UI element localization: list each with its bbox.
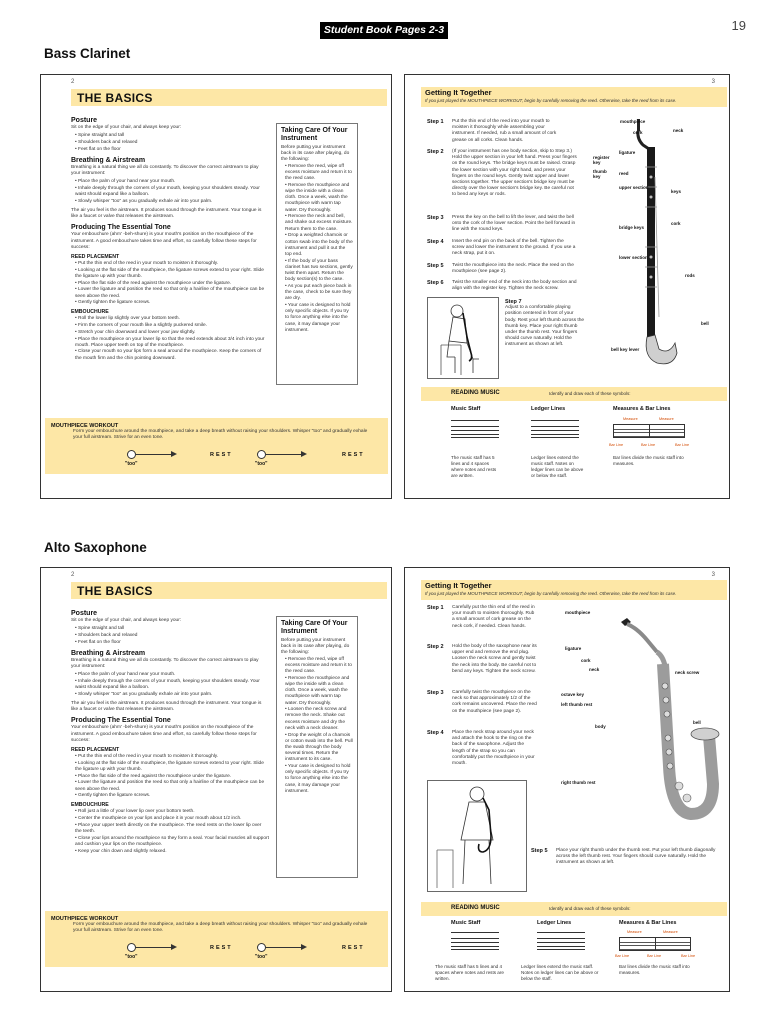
posture-intro: Sit on the edge of your chair, and always keep your:	[71, 618, 182, 623]
step-2	[427, 149, 577, 199]
reading-music-bar	[421, 902, 727, 916]
step-7	[505, 299, 585, 349]
part-label: neck screw	[675, 670, 700, 675]
mouthpiece-workout	[45, 911, 388, 967]
part-label: thumb key	[593, 169, 607, 179]
part-label: cork	[671, 221, 681, 226]
breath-arrow-2	[257, 450, 307, 460]
step-1	[427, 119, 557, 144]
alto-saxophone-illustration	[617, 616, 725, 836]
list-item: • Remove the mouthpiece and wipe the inside with a clean cloth. Once a week, wash the mouthpiece with warm tap water. Dry thoroughly.	[285, 182, 350, 213]
basics-title: THE BASICS	[77, 91, 153, 105]
posture-heading: Posture	[71, 610, 98, 617]
list-item: • Remove the neck and bell, and shake out excess moisture. Return them to the case.	[285, 214, 353, 232]
step-label: Step 2	[427, 644, 444, 650]
section-title-bass-clarinet: Bass Clarinet	[44, 46, 131, 61]
care-heading: Taking Care Of Your Instrument	[281, 620, 348, 635]
basics-page-alto-saxophone	[40, 567, 392, 992]
part-label: right thumb rest	[561, 780, 596, 785]
breathing-heading: Breathing & Airstream	[71, 156, 146, 164]
music-staff-example	[451, 932, 499, 950]
list-item: • Looking at the flat side of the mouthpiece, the ligature screws extend to your right. Slide the ligature up with your thumb.	[75, 760, 264, 772]
list-item: • Center the mouthpiece on your lips and place it in your mouth about 1/2 inch.	[75, 816, 242, 822]
breathing-intro: Breathing is a natural thing we all do constantly. To discover the correct airstream to play your instrument:	[71, 164, 259, 177]
care-list	[281, 164, 353, 334]
list-item: • Put the thin end of the reed in your mouth to moisten it thoroughly.	[75, 261, 219, 267]
list-item: • Gently tighten the ligature screws.	[75, 300, 151, 306]
bass-clarinet-illustration	[623, 117, 683, 377]
part-label: cork	[633, 130, 643, 135]
mouthpiece-workout	[45, 418, 388, 474]
seated-player-illustration	[427, 297, 499, 379]
ledger-lines-example	[531, 420, 579, 438]
part-label: cork	[581, 658, 591, 663]
list-item: • Drop a weighted chamois or cotton swab into the body of the instrument and pull it out the top end.	[285, 233, 353, 257]
list-item: • Slowly whisper "too" as you gradually exhale air into your palm.	[75, 691, 213, 697]
list-item: • Slowly whisper "too" as you gradually exhale air into your palm.	[75, 198, 213, 204]
step-label: Step 2	[427, 149, 444, 155]
basics-main-column	[71, 606, 269, 855]
list-item: • Shoulders back and relaxed	[75, 139, 138, 145]
list-item: • Drop the weight of a chamois or cotton swab into the bell. Pull the swab through the body several times. Return the instrument to its case.	[285, 732, 353, 763]
rest-label-1: REST	[210, 945, 233, 951]
measure-label: Measure	[659, 417, 674, 421]
list-item: • As you put each piece back in the case, check to be sure they are dry.	[285, 283, 352, 302]
list-item: • Remove the mouthpiece and wipe the inside with a clean cloth. Once a week, wash the mouthpiece with warm tap water. Dry thoroughly.	[285, 675, 350, 706]
step-1	[427, 605, 537, 630]
part-label: left thumb rest	[561, 702, 593, 707]
part-label: ligature	[619, 150, 636, 155]
reed-list	[71, 261, 269, 306]
step-2	[427, 644, 537, 675]
care-intro: Before putting your instrument back in its case after playing, do the following:	[281, 638, 350, 656]
ledger-lines-text: Ledger lines extend the music staff. Notes on ledger lines can be above or below the staff.	[531, 455, 584, 478]
part-label: bell key lever	[611, 347, 640, 352]
breathing-list	[71, 672, 269, 698]
step-text: Carefully twist the mouthpiece on the neck so that approximately 1/2 of the cork remains uncovered. Place the reed on the mouthpiece (see page 2).	[452, 690, 537, 714]
measures-text: Bar lines divide the music staff into measures.	[613, 455, 684, 466]
part-label: octave key	[561, 692, 585, 697]
rest-label-2: REST	[342, 945, 365, 951]
part-label: bridge keys	[619, 225, 645, 230]
step-label: Step 6	[427, 280, 444, 286]
reading-music-title: READING MUSIC	[451, 390, 500, 396]
step-3	[427, 215, 577, 234]
workout-heading: MOUTHPIECE WORKOUT	[51, 423, 119, 429]
step-label: Step 5	[531, 848, 548, 854]
breathing-intro: Breathing is a natural thing we all do constantly. To discover the correct airstream to play your instrument:	[71, 657, 259, 670]
step-text: Place your right thumb under the thumb rest. Put your left thumb diagonally across the left thumb rest. Your fingers should curve naturally. Hold the instrument as shown at left.	[556, 848, 716, 866]
step-text: Press the key on the bell to lift the lever, and twist the bell onto the cork of the lower section. Point the bell forward in line with the round keys.	[452, 215, 576, 233]
embouchure-list	[71, 809, 269, 854]
step-5	[427, 263, 577, 275]
getting-together-title: Getting It Together	[425, 581, 492, 590]
step-text: Twist the smaller end of the neck into the body section and align with the register key. Tighten the neck screw.	[452, 280, 577, 292]
list-item: • Place the palm of your hand near your mouth.	[75, 672, 176, 678]
list-item: • Close your mouth so your lips form a seal around the mouthpiece. Keep the corners of the mouth firm and the chin pointing downward.	[75, 349, 262, 361]
barline-label: Bar Line	[615, 954, 630, 958]
reading-music-subtitle: Identify and draw each of these symbols:	[549, 391, 631, 396]
step-text: Adjust to a comfortable playing position centered in front of your body. Rest your left thumb across the thumb key. Place your right thumb under the thumb rest. Your fingers should curve naturally. Hold the instrument as shown at left.	[505, 305, 585, 348]
too-label-1: "too"	[125, 954, 138, 960]
list-item: • Looking at the flat side of the mouthpiece, the ligature screws extend to your right. Slide the ligature up with your thumb.	[75, 267, 264, 279]
step-text: Twist the mouthpiece into the neck. Place the reed on the mouthpiece (see page 2).	[452, 263, 574, 275]
step-label: Step 4	[427, 239, 444, 245]
ledger-lines-text: Ledger lines extend the music staff. Notes on ledger lines can be above or below the staff.	[521, 964, 599, 981]
step-6	[427, 280, 577, 292]
part-label: bell	[693, 720, 701, 725]
list-item: • Put the thin end of the reed in your mouth to moisten it thoroughly.	[75, 754, 219, 760]
getting-together-bar	[421, 580, 727, 600]
list-item: • Place the mouthpiece on your lower lip so that the reed extends about 3/4 inch into your mouth. Place upper teeth on top of the mouthpiece.	[75, 336, 265, 348]
list-item: • If the body of your bass clarinet has two sections, gently twist them apart. Return the body section(s) to the case.	[285, 258, 353, 283]
workout-text: Form your embouchure around the mouthpiece, and take a deep breath without raising your shoulders. Whisper "too" and gradually exhale your full airstream. Strive for an even tone.	[73, 429, 368, 440]
rest-label-2: REST	[342, 452, 365, 458]
part-label: reed	[619, 171, 629, 176]
part-label: keys	[671, 189, 682, 194]
breath-arrow-1	[127, 450, 177, 460]
getting-together-bar	[421, 87, 727, 107]
barline-label: Bar Line	[641, 443, 656, 447]
list-item: • Your case is designed to hold only specific objects. If you try to force anything else into the case, it may damage your instrument.	[285, 764, 351, 794]
part-label: ligature	[565, 646, 582, 651]
embouchure-heading: EMBOUCHURE	[71, 802, 109, 809]
page-num-left: 2	[71, 79, 75, 85]
getting-together-subtitle: If you just played the MOUTHPIECE WORKOUT, begin by carefully removing the reed. Otherwise, take the reed from its case.	[425, 591, 677, 596]
ledger-lines-heading: Ledger Lines	[537, 920, 572, 926]
music-staff-text: The music staff has 5 lines and 4 spaces where notes and rests are written.	[451, 455, 497, 478]
part-label: neck	[673, 128, 684, 133]
breathing-heading: Breathing & Airstream	[71, 649, 146, 657]
barline-label: Bar Line	[609, 443, 624, 447]
list-item: • Inhale deeply through the corners of your mouth, keeping your shoulders steady. Your waist should expand like a balloon.	[75, 678, 260, 691]
step-text: (If your instrument has one body section, skip to Step 3.) Hold the upper section in your left hand. Press your fingers on the round keys. The bridge keys must be raised. Grasp the lower section with your right hand, and press your fingers on the round keys. Gently twist upper and lower sections together. The upper section's bridge key must be directly over the lower section's bridge key. Be careful not to bend any keys or rods.	[452, 149, 577, 198]
standing-player-illustration	[427, 780, 527, 892]
tone-intro: Your embouchure (ahm' -beh-shure) is your mouth's position on the mouthpiece of the instrument. A good embouchure takes time and effort, so carefully follow these steps for success:	[71, 725, 257, 743]
measures-heading: Measures & Bar Lines	[613, 406, 671, 412]
music-staff-text: The music staff has 5 lines and 4 spaces where notes and rests are written.	[435, 964, 504, 981]
list-item: • Your case is designed to hold only specific objects. If you try to force anything else into the case, it may damage your instrument.	[285, 303, 351, 333]
care-list	[281, 657, 353, 795]
list-item: • Feet flat on the floor	[75, 639, 121, 645]
measure-label: Measure	[627, 930, 642, 934]
measures-heading: Measures & Bar Lines	[619, 920, 677, 926]
list-item: • Place your upper teeth directly on the mouthpiece. The reed rests on the lower lip over the teeth.	[75, 822, 262, 835]
rest-label-1: REST	[210, 452, 233, 458]
tone-intro: Your embouchure (ahm' -beh-shure) is your mouth's position on the mouthpiece of the instrument. A good embouchure takes time and effort, so carefully follow these steps for success:	[71, 232, 257, 250]
reed-list	[71, 754, 269, 799]
list-item: • Loosen the neck screw and remove the neck. Shake out excess moisture and dry the neck with a neck cleaner.	[285, 707, 347, 731]
step-3	[427, 690, 537, 715]
care-box	[276, 123, 358, 385]
list-item: • Place the flat side of the reed against the mouthpiece under the ligature.	[75, 280, 232, 286]
step-text: Carefully put the thin end of the reed in your mouth to moisten thoroughly. Rub a small amount of cork grease on the neck cork, if needed. Clean hands.	[452, 605, 535, 629]
step-label: Step 7	[505, 299, 522, 305]
reed-heading: REED PLACEMENT	[71, 254, 120, 261]
part-label: upper section	[619, 185, 649, 190]
basics-title-bar	[71, 582, 387, 599]
list-item: • Roll just a little of your lower lip over your bottom teeth.	[75, 809, 195, 815]
list-item: • Keep your chin down and slightly relaxed.	[75, 848, 167, 854]
list-item: • Remove the reed, wipe off excess moisture and return it to the reed case.	[285, 163, 352, 182]
step-label: Step 3	[427, 690, 444, 696]
step-4	[427, 239, 577, 258]
list-item: • Remove the reed, wipe off excess moisture and return it to the reed case.	[285, 656, 352, 675]
posture-list	[71, 133, 269, 153]
step-4	[427, 730, 537, 767]
tone-heading: Producing The Essential Tone	[71, 224, 171, 232]
breathing-list	[71, 179, 269, 205]
ledger-lines-heading: Ledger Lines	[531, 406, 566, 412]
section-title-alto-saxophone: Alto Saxophone	[44, 540, 147, 555]
step-label: Step 5	[427, 263, 444, 269]
part-label: bell	[701, 321, 709, 326]
posture-intro: Sit on the edge of your chair, and always keep your:	[71, 125, 182, 130]
basics-title: THE BASICS	[77, 584, 153, 598]
music-staff-example	[451, 420, 499, 438]
barline-label: Bar Line	[647, 954, 662, 958]
embouchure-heading: EMBOUCHURE	[71, 309, 109, 316]
breathing-outro: The air you feel is the airstream. It produces sound through the instrument. Your tongue is like a faucet or valve that releases the airstream.	[71, 701, 262, 713]
list-item: • Firm the corners of your mouth like a slightly puckered smile.	[75, 323, 208, 329]
reed-heading: REED PLACEMENT	[71, 747, 120, 754]
embouchure-list	[71, 316, 269, 361]
getting-together-subtitle: If you just played the MOUTHPIECE WORKOUT, begin by carefully removing the reed. Otherwise, take the reed from its case.	[425, 98, 677, 103]
basics-title-bar	[71, 89, 387, 106]
list-item: • Shoulders back and relaxed	[75, 632, 138, 638]
getting-together-title: Getting It Together	[425, 88, 492, 97]
step-label: Step 3	[427, 215, 444, 221]
part-label: body	[595, 724, 606, 729]
step-text: Put the thin end of the reed into your mouth to moisten it thoroughly while assembling your instrument. If needed, rub a small amount of cork grease on all corks. Clean hands.	[452, 119, 557, 143]
list-item: • Roll the lower lip slightly over your bottom teeth.	[75, 316, 180, 322]
part-label: neck	[589, 667, 600, 672]
breath-arrow-2	[257, 943, 307, 953]
reading-music-title: READING MUSIC	[451, 905, 500, 911]
list-item: • Spine straight and tall	[75, 626, 125, 632]
breath-arrow-1	[127, 943, 177, 953]
list-item: • Inhale deeply through the corners of your mouth, keeping your shoulders steady. Your waist should expand like a balloon.	[75, 185, 260, 198]
ledger-lines-example	[537, 932, 585, 950]
measures-text: Bar lines divide the music staff into measures.	[619, 964, 690, 975]
posture-list	[71, 626, 269, 646]
too-label-2: "too"	[255, 461, 268, 467]
part-label: register key	[593, 155, 610, 165]
music-staff-heading: Music Staff	[451, 920, 481, 926]
step-5	[531, 848, 721, 867]
part-label: mouthpiece	[565, 610, 591, 615]
page-number: 19	[731, 18, 746, 33]
list-item: • Lower the ligature and position the reed so that only a hairline of the mouthpiece can be seen above the reed.	[75, 780, 265, 792]
reading-music-bar	[421, 387, 727, 401]
list-item: • Feet flat on the floor	[75, 146, 121, 152]
part-label: mouthpiece	[620, 119, 646, 124]
basics-main-column	[71, 113, 269, 362]
workout-heading: MOUTHPIECE WORKOUT	[51, 916, 119, 922]
care-heading: Taking Care Of Your Instrument	[281, 127, 348, 142]
page-num-right: 3	[711, 79, 715, 85]
list-item: • Stretch your chin downward and lower your jaw slightly.	[75, 329, 196, 335]
barline-label: Bar Line	[681, 954, 696, 958]
part-label: rods	[685, 273, 695, 278]
care-intro: Before putting your instrument back in its case after playing, do the following:	[281, 145, 350, 163]
page-num-left: 2	[71, 572, 75, 578]
list-item: • Gently tighten the ligature screws.	[75, 793, 151, 799]
breathing-outro: The air you feel is the airstream. It produces sound through the instrument. Your tongue is like a faucet or valve that releases the airstream.	[71, 208, 262, 220]
measures-example	[619, 937, 691, 951]
too-label-1: "too"	[125, 461, 138, 467]
page-banner: Student Book Pages 2-3	[320, 22, 448, 39]
getting-together-page-bass-clarinet	[404, 74, 730, 499]
tone-heading: Producing The Essential Tone	[71, 717, 171, 725]
posture-heading: Posture	[71, 117, 98, 124]
list-item: • Place the flat side of the reed against the mouthpiece under the ligature.	[75, 773, 232, 779]
part-label: lower section	[619, 255, 648, 260]
step-label: Step 1	[427, 119, 444, 125]
getting-together-page-alto-saxophone	[404, 567, 730, 992]
step-text: Hold the body of the saxophone near its upper end and remove the end plug. Loosen the neck screw and gently twist the neck into the body. Be careful not to bend any keys. Tighten the neck screw.	[452, 644, 537, 674]
too-label-2: "too"	[255, 954, 268, 960]
step-text: Insert the end pin on the back of the bell. Tighten the screw and lower the instrument to the ground. If you use a neck strap, put it on.	[452, 239, 576, 257]
measure-label: Measure	[623, 417, 638, 421]
music-staff-heading: Music Staff	[451, 406, 481, 412]
page-num-right: 3	[711, 572, 715, 578]
workout-text: Form your embouchure around the mouthpiece, and take a deep breath without raising your shoulders. Whisper "too" and gradually exhale your full airstream. Strive for an even tone.	[73, 922, 368, 933]
care-box	[276, 616, 358, 878]
basics-page-bass-clarinet	[40, 74, 392, 499]
measures-example	[613, 424, 685, 438]
step-text: Place the neck strap around your neck and attach the hook to the ring on the back of the saxophone. Adjust the length of the strap so you can comfortably put the mouthpiece in your mouth.	[452, 730, 535, 767]
step-label: Step 4	[427, 730, 444, 736]
list-item: • Place the palm of your hand near your mouth.	[75, 179, 176, 185]
barline-label: Bar Line	[675, 443, 690, 447]
list-item: • Lower the ligature and position the reed so that only a hairline of the mouthpiece can be seen above the reed.	[75, 287, 265, 299]
step-label: Step 1	[427, 605, 444, 611]
list-item: • Close your lips around the mouthpiece so they form a seal. Your facial muscles all support and cushion your lips on the mouthpiece.	[75, 835, 269, 847]
reading-music-subtitle: Identify and draw each of these symbols:	[549, 906, 631, 911]
measure-label: Measure	[663, 930, 678, 934]
list-item: • Spine straight and tall	[75, 133, 125, 139]
